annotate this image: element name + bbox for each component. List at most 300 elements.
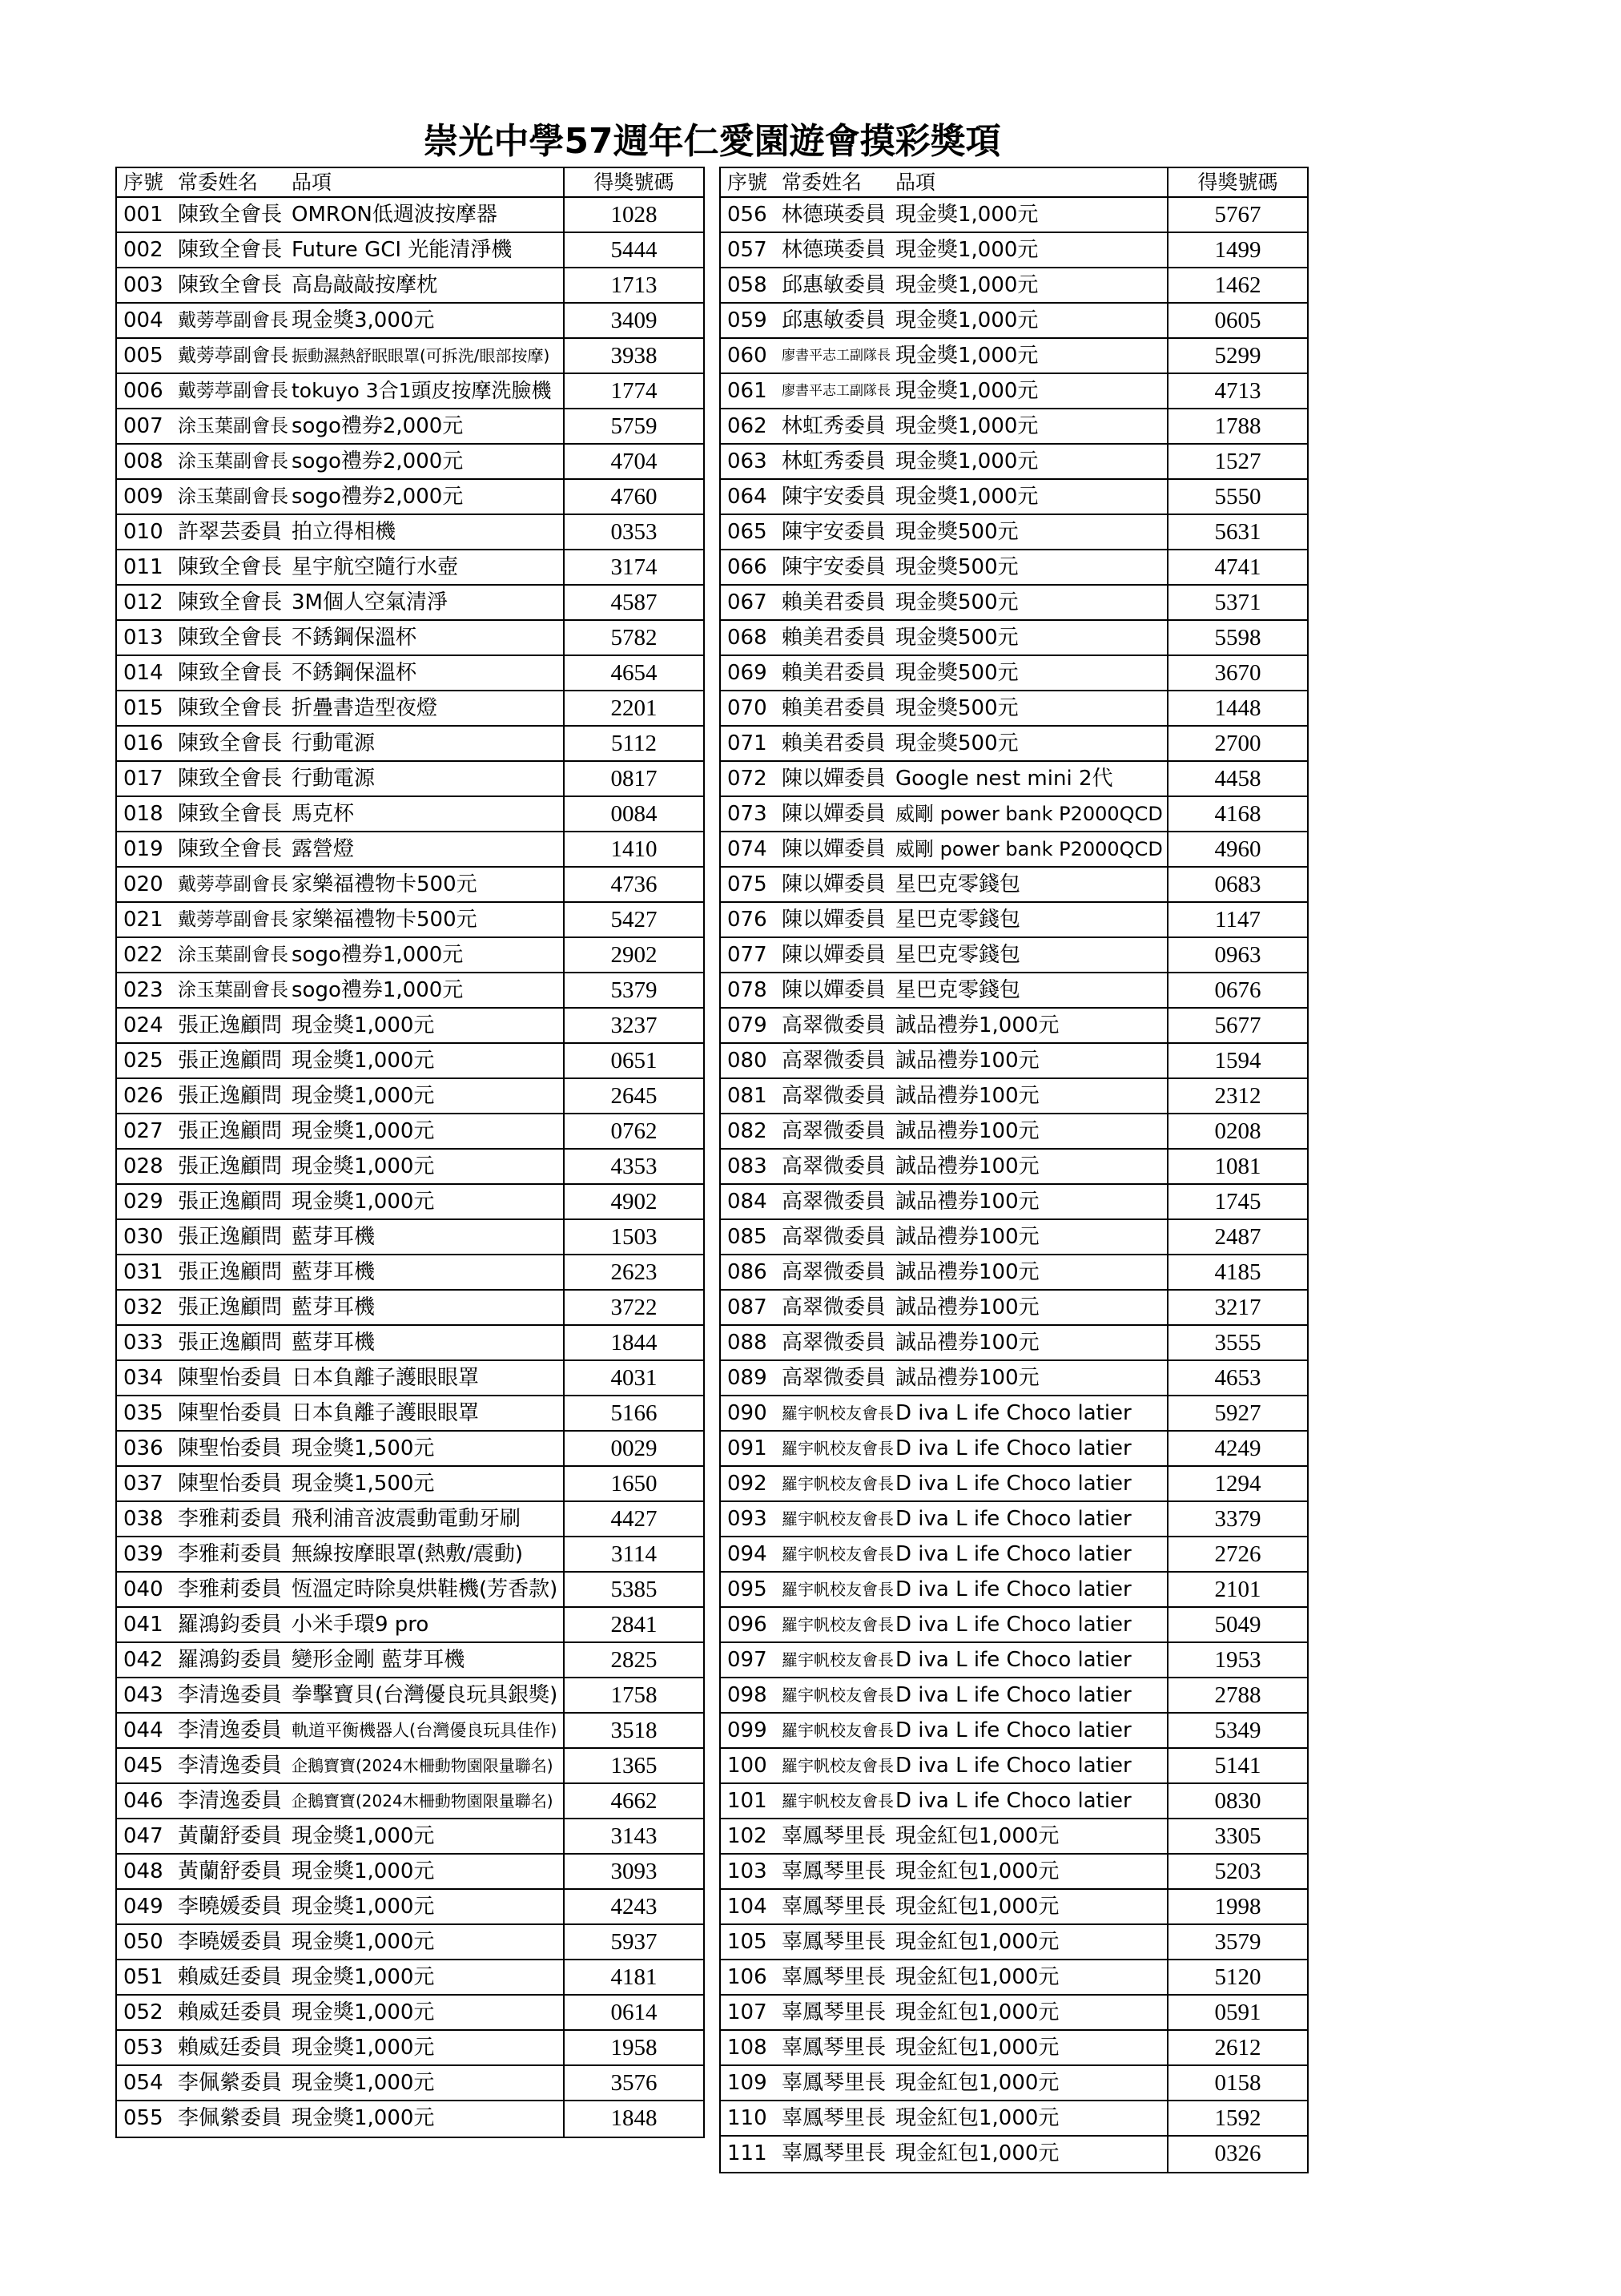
serial-number: 032 [123, 1295, 163, 1319]
prize-item: D iva L ife Choco latier [895, 1754, 1132, 1778]
table-row [117, 868, 703, 903]
table-row [721, 304, 1307, 339]
row-info-cell [721, 198, 1168, 232]
serial-number: 042 [123, 1648, 163, 1672]
serial-number: 011 [123, 555, 163, 579]
serial-number: 045 [123, 1754, 163, 1778]
prize-item: sogo禮券2,000元 [292, 485, 464, 509]
winning-number: 4654 [610, 660, 658, 686]
prize-item: sogo禮券1,000元 [292, 978, 464, 1002]
prize-item: D iva L ife Choco latier [895, 1683, 1132, 1707]
winning-number: 1503 [610, 1224, 658, 1250]
prize-item: 藍芽耳機 [292, 1331, 376, 1355]
committee-member-name: 賴威廷委員 [178, 2000, 283, 2024]
row-info-cell [117, 233, 565, 267]
serial-number: 055 [123, 2106, 163, 2130]
row-info-cell [721, 1185, 1168, 1218]
table-row [721, 1220, 1307, 1255]
row-info-cell [117, 1220, 565, 1254]
serial-number: 106 [727, 1965, 767, 1989]
committee-member-name: 陳致全會長 [178, 273, 283, 297]
prize-item: 現金獎1,000元 [895, 485, 1039, 509]
prize-item: 3M個人空氣清淨 [292, 590, 448, 614]
row-info-cell [117, 1925, 565, 1959]
table-row [117, 550, 703, 586]
committee-member-name: 高翠微委員 [782, 1154, 887, 1178]
serial-number: 010 [123, 520, 163, 544]
serial-number: 078 [727, 978, 767, 1002]
table-row [721, 1396, 1307, 1432]
row-info-cell [721, 2066, 1168, 2100]
committee-member-name: 陳聖怡委員 [178, 1472, 283, 1496]
committee-member-name: 張正逸顧問 [178, 1084, 283, 1108]
committee-member-name: 涂玉葉副會長 [178, 945, 288, 965]
serial-number: 108 [727, 2036, 767, 2060]
prize-item: 誠品禮券100元 [895, 1295, 1040, 1319]
table-row [117, 445, 703, 480]
row-info-cell [721, 1150, 1168, 1183]
table-row [117, 1220, 703, 1255]
winning-number: 4427 [610, 1506, 658, 1532]
prize-item: 誠品禮券100元 [895, 1260, 1040, 1284]
committee-member-name: 陳致全會長 [178, 731, 283, 755]
committee-member-name: 戴蒡葶副會長 [178, 345, 288, 366]
winning-number: 1788 [1214, 413, 1261, 439]
row-info-cell [721, 1925, 1168, 1959]
row-info-cell [721, 691, 1168, 725]
row-info-cell [117, 868, 565, 901]
committee-member-name: 高翠微委員 [782, 1190, 887, 1214]
committee-member-name: 陳宇安委員 [782, 485, 887, 509]
table-row [721, 656, 1307, 691]
table-row [117, 409, 703, 445]
winning-number: 0208 [1214, 1118, 1261, 1144]
serial-number: 044 [123, 1718, 163, 1742]
serial-number: 050 [123, 1930, 163, 1954]
prize-item: 星宇航空隨行水壺 [292, 555, 459, 579]
committee-member-name: 陳宇安委員 [782, 520, 887, 544]
serial-number: 092 [727, 1472, 767, 1496]
committee-member-name: 陳致全會長 [178, 696, 283, 720]
serial-number: 110 [727, 2106, 767, 2130]
serial-number: 031 [123, 1260, 163, 1284]
row-info-cell [117, 480, 565, 514]
serial-number: 027 [123, 1119, 163, 1143]
committee-member-name: 李清逸委員 [178, 1683, 283, 1707]
committee-member-name: 陳以嬋委員 [782, 767, 887, 791]
table-row [117, 938, 703, 973]
serial-number: 051 [123, 1965, 163, 1989]
table-row [117, 1361, 703, 1396]
committee-member-name: 林德瑛委員 [782, 238, 887, 262]
prize-item: 家樂福禮物卡500元 [292, 872, 477, 896]
table-row [117, 339, 703, 374]
winning-number: 4902 [610, 1189, 658, 1214]
serial-number: 030 [123, 1225, 163, 1249]
serial-number: 060 [727, 344, 767, 368]
committee-member-name: 高翠微委員 [782, 1295, 887, 1319]
prize-item: 誠品禮券100元 [895, 1049, 1040, 1073]
winning-number: 4587 [610, 590, 658, 615]
table-row [117, 515, 703, 550]
serial-number: 063 [727, 449, 767, 473]
row-info-cell [721, 2031, 1168, 2064]
winning-number: 2612 [1214, 2035, 1261, 2060]
table-row [721, 1291, 1307, 1326]
prize-item: tokuyo 3合1頭皮按摩洗臉機 [292, 379, 552, 402]
winning-number: 1774 [610, 378, 658, 404]
row-info-cell [117, 268, 565, 302]
table-row [721, 1714, 1307, 1749]
prize-item: D iva L ife Choco latier [895, 1648, 1132, 1672]
table-row [117, 480, 703, 515]
prize-item: Google nest mini 2代 [895, 767, 1113, 791]
table-row [117, 1185, 703, 1220]
row-info-cell [721, 903, 1168, 937]
serial-number: 097 [727, 1648, 767, 1672]
serial-number: 025 [123, 1049, 163, 1073]
prize-item: 誠品禮券100元 [895, 1084, 1040, 1108]
row-info-cell [721, 1361, 1168, 1395]
committee-member-name: 高翠微委員 [782, 1260, 887, 1284]
table-row [721, 586, 1307, 621]
winning-number: 4653 [1214, 1365, 1261, 1391]
committee-member-name: 賴威廷委員 [178, 1965, 283, 1989]
winning-number: 5141 [1214, 1753, 1261, 1778]
prize-item: 現金獎500元 [895, 696, 1019, 720]
serial-number: 080 [727, 1049, 767, 1073]
serial-number: 016 [123, 731, 163, 755]
winning-number: 2841 [610, 1612, 658, 1637]
committee-member-name: 陳致全會長 [178, 837, 283, 861]
serial-number: 002 [123, 238, 163, 262]
row-info-cell [117, 1960, 565, 1994]
prize-item: 現金獎1,000元 [895, 273, 1039, 297]
serial-number: 091 [727, 1436, 767, 1460]
serial-number: 009 [123, 485, 163, 509]
serial-number: 062 [727, 414, 767, 438]
prize-item: D iva L ife Choco latier [895, 1613, 1132, 1637]
row-info-cell [721, 1432, 1168, 1465]
prize-item: 現金紅包1,000元 [895, 2036, 1060, 2060]
serial-number: 037 [123, 1472, 163, 1496]
winning-number: 0830 [1214, 1788, 1261, 1814]
row-info-cell [117, 1996, 565, 2029]
committee-member-name: 李清逸委員 [178, 1754, 283, 1778]
winning-number: 4249 [1214, 1436, 1261, 1461]
committee-member-name: 羅宇帆校友會長 [782, 1439, 894, 1458]
winning-number: 1499 [1214, 237, 1261, 263]
winning-number: 5677 [1214, 1013, 1261, 1038]
winning-number: 3670 [1214, 660, 1261, 686]
row-info-cell [721, 1537, 1168, 1571]
row-info-cell [721, 304, 1168, 337]
row-info-cell [117, 1079, 565, 1113]
prize-item: 現金獎1,000元 [895, 379, 1039, 403]
prize-item: 恆溫定時除臭烘鞋機(芳香款) [292, 1577, 558, 1601]
committee-member-name: 陳聖怡委員 [178, 1366, 283, 1390]
table-header [721, 168, 1307, 198]
table-row [721, 903, 1307, 938]
prize-item: 現金紅包1,000元 [895, 2000, 1060, 2024]
row-info-cell [117, 727, 565, 760]
serial-number: 018 [123, 802, 163, 826]
table-row [721, 1467, 1307, 1502]
table-row [721, 1502, 1307, 1537]
committee-member-name: 黃蘭舒委員 [178, 1859, 283, 1883]
prize-item: 誠品禮券100元 [895, 1331, 1040, 1355]
committee-member-name: 廖書平志工副隊長 [782, 383, 891, 399]
winning-number: 5166 [610, 1400, 658, 1426]
serial-number: 047 [123, 1824, 163, 1848]
table-row [117, 1960, 703, 1996]
prize-item: 現金紅包1,000元 [895, 1895, 1060, 1919]
winning-number: 5767 [1214, 202, 1261, 228]
table-row [117, 586, 703, 621]
serial-number: 035 [123, 1401, 163, 1425]
serial-number: 019 [123, 837, 163, 861]
serial-number: 072 [727, 767, 767, 791]
row-info-cell [117, 832, 565, 866]
prize-item: 現金獎1,000元 [292, 1965, 435, 1989]
committee-member-name: 張正逸顧問 [178, 1331, 283, 1355]
committee-member-name: 辜鳳琴里長 [782, 1824, 887, 1848]
committee-member-name: 辜鳳琴里長 [782, 2036, 887, 2060]
committee-member-name: 李清逸委員 [178, 1718, 283, 1742]
committee-member-name: 高翠微委員 [782, 1013, 887, 1037]
committee-member-name: 羅宇帆校友會長 [782, 1721, 894, 1740]
serial-number: 029 [123, 1190, 163, 1214]
row-info-cell [721, 339, 1168, 373]
prize-item: 誠品禮券100元 [895, 1119, 1040, 1143]
winning-number: 5427 [610, 907, 658, 932]
serial-number: 058 [727, 273, 767, 297]
serial-number: 054 [123, 2071, 163, 2095]
committee-member-name: 張正逸顧問 [178, 1119, 283, 1143]
committee-member-name: 戴蒡葶副會長 [178, 909, 288, 930]
serial-number: 039 [123, 1542, 163, 1566]
prize-item: sogo禮券1,000元 [292, 943, 464, 967]
table-row [721, 1537, 1307, 1573]
prize-item: 軌道平衡機器人(台灣優良玩具佳作) [292, 1721, 557, 1740]
table-row [721, 550, 1307, 586]
row-info-cell [721, 1784, 1168, 1818]
serial-number: 081 [727, 1084, 767, 1108]
table-row [721, 198, 1307, 233]
prize-item: 不銹鋼保溫杯 [292, 661, 417, 685]
row-info-cell [721, 233, 1168, 267]
table-row [117, 1855, 703, 1890]
row-info-cell [117, 2031, 565, 2064]
committee-member-name: 李清逸委員 [178, 1789, 283, 1813]
winning-number: 3143 [610, 1823, 658, 1849]
row-info-cell [117, 1714, 565, 1747]
serial-number: 059 [727, 308, 767, 332]
committee-member-name: 涂玉葉副會長 [178, 486, 288, 507]
row-info-cell [721, 1573, 1168, 1606]
committee-member-name: 戴蒡葶副會長 [178, 310, 288, 331]
serial-number: 111 [727, 2141, 767, 2165]
prize-item: 行動電源 [292, 731, 376, 755]
table-row [721, 938, 1307, 973]
committee-member-name: 林德瑛委員 [782, 203, 887, 227]
table-row [117, 1537, 703, 1573]
table-row [117, 832, 703, 868]
row-info-cell [721, 1608, 1168, 1641]
prize-item: 現金獎1,000元 [895, 308, 1039, 332]
row-info-cell [117, 973, 565, 1007]
committee-member-name: 辜鳳琴里長 [782, 2106, 887, 2130]
table-row [721, 1326, 1307, 1361]
serial-number: 064 [727, 485, 767, 509]
serial-number: 008 [123, 449, 163, 473]
committee-member-name: 張正逸顧問 [178, 1013, 283, 1037]
row-info-cell [721, 1396, 1168, 1430]
winning-number: 5299 [1214, 343, 1261, 369]
table-row [721, 1150, 1307, 1185]
row-info-cell [721, 762, 1168, 796]
prize-item: 現金獎1,000元 [292, 1119, 435, 1143]
serial-number: 048 [123, 1859, 163, 1883]
serial-number: 017 [123, 767, 163, 791]
winning-number: 4760 [610, 484, 658, 510]
table-row [721, 1890, 1307, 1925]
serial-number: 102 [727, 1824, 767, 1848]
row-info-cell [721, 938, 1168, 972]
serial-number: 089 [727, 1366, 767, 1390]
row-info-cell [117, 1432, 565, 1465]
committee-member-name: 李雅莉委員 [178, 1577, 283, 1601]
table-row [117, 1396, 703, 1432]
serial-number: 073 [727, 802, 767, 826]
row-info-cell [117, 1749, 565, 1782]
prize-item: 星巴克零錢包 [895, 872, 1021, 896]
row-info-cell [117, 938, 565, 972]
winning-number: 1410 [610, 836, 658, 862]
winning-number: 3938 [610, 343, 658, 369]
serial-number: 104 [727, 1895, 767, 1919]
row-info-cell [117, 1502, 565, 1536]
table-row [721, 1925, 1307, 1960]
committee-member-name: 張正逸顧問 [178, 1225, 283, 1249]
committee-member-name: 陳宇安委員 [782, 555, 887, 579]
committee-member-name: 辜鳳琴里長 [782, 1895, 887, 1919]
row-info-cell [117, 1009, 565, 1042]
winning-number: 3305 [1214, 1823, 1261, 1849]
serial-number: 061 [727, 379, 767, 403]
committee-member-name: 羅宇帆校友會長 [782, 1650, 894, 1670]
header-serial-label: 序號 [727, 171, 768, 194]
row-info-cell [117, 1326, 565, 1359]
table-row [721, 1784, 1307, 1819]
header-prize-item-label: 品項 [292, 171, 332, 194]
row-info-cell [117, 198, 565, 232]
prize-item: 現金獎1,000元 [292, 2036, 435, 2060]
table-row [721, 2031, 1307, 2066]
winning-number: 1081 [1214, 1154, 1261, 1179]
table-row [117, 1784, 703, 1819]
serial-number: 026 [123, 1084, 163, 1108]
table-row [117, 1573, 703, 1608]
table-row [117, 1009, 703, 1044]
serial-number: 086 [727, 1260, 767, 1284]
serial-number: 109 [727, 2071, 767, 2095]
serial-number: 012 [123, 590, 163, 614]
prize-item: 現金獎1,000元 [895, 344, 1039, 368]
table-row [117, 973, 703, 1009]
prize-item: 現金獎1,000元 [292, 2000, 435, 2024]
table-row [117, 1291, 703, 1326]
prize-table-left [115, 167, 705, 2138]
row-info-cell [117, 409, 565, 443]
committee-member-name: 戴蒡葶副會長 [178, 381, 288, 401]
table-row [117, 268, 703, 304]
row-info-cell [721, 1255, 1168, 1289]
row-info-cell [117, 445, 565, 478]
winning-number: 4662 [610, 1788, 658, 1814]
winning-number: 1028 [610, 202, 658, 228]
prize-item: 現金獎500元 [895, 590, 1019, 614]
header-member-name-label: 常委姓名 [178, 171, 259, 194]
row-info-cell [117, 1361, 565, 1395]
committee-member-name: 高翠微委員 [782, 1084, 887, 1108]
prize-item: 露營燈 [292, 837, 355, 861]
committee-member-name: 陳致全會長 [178, 767, 283, 791]
serial-number: 107 [727, 2000, 767, 2024]
committee-member-name: 陳以嬋委員 [782, 872, 887, 896]
committee-member-name: 李佩縈委員 [178, 2071, 283, 2095]
serial-number: 103 [727, 1859, 767, 1883]
row-info-cell [117, 621, 565, 655]
row-info-cell [117, 691, 565, 725]
prize-item: 拳擊寶貝(台灣優良玩具銀獎) [292, 1683, 558, 1707]
committee-member-name: 李雅莉委員 [178, 1507, 283, 1531]
table-body [721, 198, 1307, 2172]
committee-member-name: 羅宇帆校友會長 [782, 1756, 894, 1775]
winning-number: 3722 [610, 1295, 658, 1320]
table-body [117, 198, 703, 2137]
prize-item: 拍立得相機 [292, 520, 396, 544]
table-row [117, 2031, 703, 2066]
serial-number: 065 [727, 520, 767, 544]
serial-number: 033 [123, 1331, 163, 1355]
winning-number: 3409 [610, 308, 658, 333]
winning-number: 4713 [1214, 378, 1261, 404]
serial-number: 046 [123, 1789, 163, 1813]
page-title: 崇光中學57週年仁愛園遊會摸彩獎項 [423, 121, 1001, 162]
row-info-cell [721, 1009, 1168, 1042]
winning-number: 1998 [1214, 1894, 1261, 1919]
prize-item: 企鵝寶寶(2024木柵動物園限量聯名) [292, 1791, 553, 1811]
committee-member-name: 辜鳳琴里長 [782, 1859, 887, 1883]
committee-member-name: 賴美君委員 [782, 731, 887, 755]
prize-item: 現金獎1,000元 [292, 1154, 435, 1178]
winning-number: 1592 [1214, 2105, 1261, 2131]
prize-item: 威剛 power bank P2000QCD [895, 803, 1163, 825]
serial-number: 074 [727, 837, 767, 861]
prize-item: 現金獎1,000元 [895, 203, 1039, 227]
serial-number: 070 [727, 696, 767, 720]
committee-member-name: 羅宇帆校友會長 [782, 1474, 894, 1493]
row-info-cell [117, 374, 565, 408]
winning-number: 3576 [610, 2070, 658, 2096]
committee-member-name: 陳以嬋委員 [782, 802, 887, 826]
committee-member-name: 林虹秀委員 [782, 449, 887, 473]
committee-member-name: 羅鴻鈞委員 [178, 1648, 283, 1672]
prize-item: 行動電源 [292, 767, 376, 791]
table-row [117, 304, 703, 339]
prize-item: D iva L ife Choco latier [895, 1507, 1132, 1531]
